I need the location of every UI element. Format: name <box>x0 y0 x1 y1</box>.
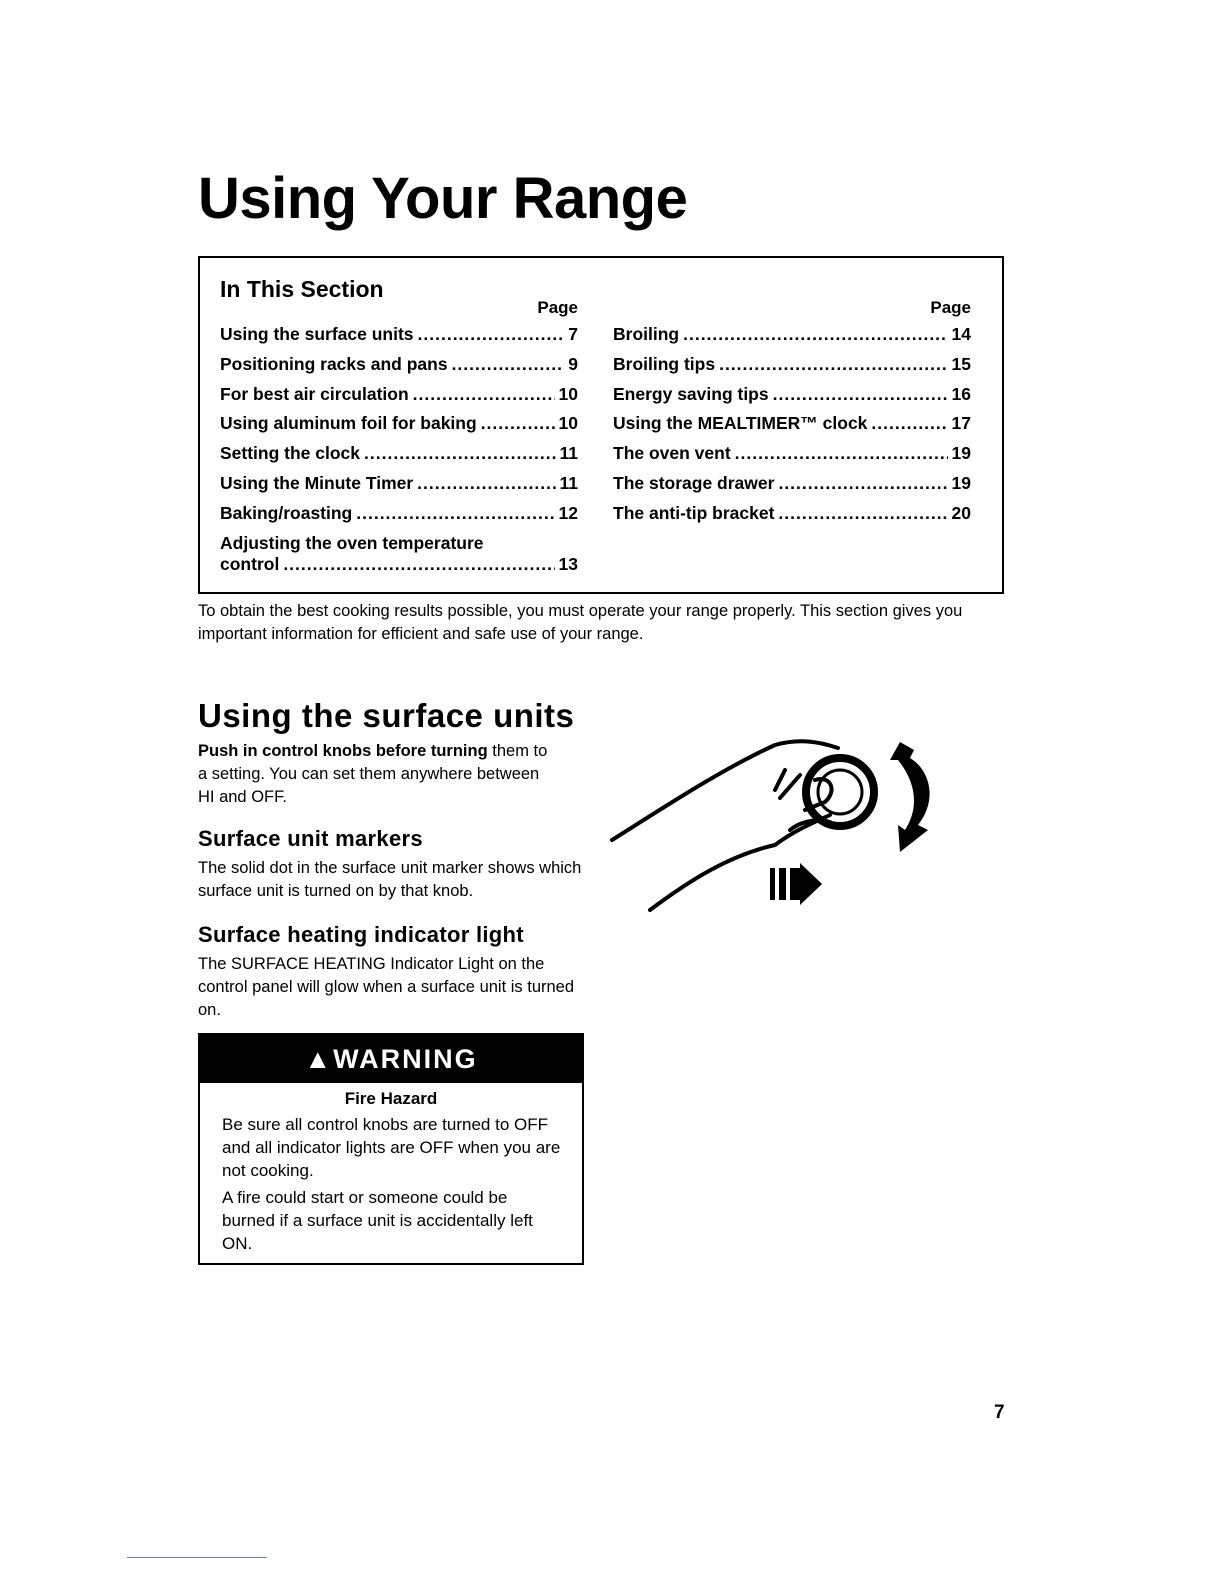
knob-illustration <box>600 730 950 930</box>
toc-item-label: Adjusting the oven temperature <box>220 532 484 553</box>
warning-label: WARNING <box>333 1044 478 1074</box>
dot-leader <box>719 354 947 375</box>
push-knobs-bold: Push in control knobs before turning <box>198 742 488 760</box>
toc-item-page: 15 <box>951 353 971 374</box>
section-contents-box <box>198 256 1004 594</box>
toc-item-page: 12 <box>558 502 578 523</box>
dot-leader <box>364 443 555 464</box>
dot-leader <box>283 554 554 575</box>
toc-item-label: Broiling tips <box>613 353 716 374</box>
toc-item-page: 10 <box>558 413 578 434</box>
toc-item-page: 17 <box>951 413 971 434</box>
toc-item[interactable] <box>220 413 578 443</box>
intro-paragraph: To obtain the best cooking results possible, you must operate your range properly. This section gives you important information for efficient and safe use of your range. <box>198 602 963 643</box>
toc-item[interactable] <box>613 384 971 414</box>
divider <box>127 1557 267 1558</box>
toc-item[interactable] <box>220 473 578 503</box>
toc-item-page: 11 <box>559 472 578 493</box>
warning-triangle-icon: ▲ <box>304 1044 334 1074</box>
dot-leader <box>871 413 947 434</box>
toc-item[interactable] <box>220 443 578 473</box>
toc-item-page: 14 <box>951 324 971 344</box>
toc-item[interactable] <box>613 354 971 384</box>
push-knobs-text: them to a setting. You can set them anywhere between HI and OFF. <box>198 742 548 806</box>
toc-item-page: 9 <box>568 353 578 374</box>
toc-left-column <box>220 298 578 575</box>
warning-box <box>198 1033 584 1265</box>
warning-header <box>200 1035 582 1083</box>
toc-item-label: Using the surface units <box>220 324 414 344</box>
push-knobs-paragraph <box>198 740 558 809</box>
toc-item-label: Energy saving tips <box>613 383 769 404</box>
toc-item[interactable] <box>220 503 578 533</box>
dot-leader <box>773 384 948 405</box>
toc-item-label: Using the MEALTIMER™ clock <box>613 413 868 434</box>
toc-item-page: 19 <box>951 472 971 493</box>
dot-leader <box>735 443 948 464</box>
warning-subtitle: Fire Hazard <box>344 1089 438 1108</box>
toc-item-label: Using aluminum foil for baking <box>220 413 477 434</box>
toc-item-label: Broiling <box>613 324 680 344</box>
toc-heading: In This Section <box>220 276 384 302</box>
toc-item-page: 11 <box>559 443 578 464</box>
toc-item-page: 20 <box>951 502 971 523</box>
toc-item-label: Using the Minute Timer <box>220 472 414 493</box>
dot-leader <box>683 324 947 345</box>
toc-item-page: 13 <box>558 553 578 574</box>
push-arrow-icon <box>770 863 822 905</box>
toc-item[interactable] <box>613 473 971 503</box>
dot-leader <box>778 473 947 494</box>
toc-item[interactable] <box>220 354 578 384</box>
indicator-text: The SURFACE HEATING Indicator Light on the control panel will glow when a surface unit is turned on. <box>198 955 575 1019</box>
toc-item-page: 7 <box>568 324 578 344</box>
toc-item[interactable] <box>613 324 971 354</box>
dot-leader <box>778 503 947 524</box>
toc-item[interactable] <box>613 503 971 533</box>
toc-item-label: Positioning racks and pans <box>220 353 448 374</box>
toc-item-label: Baking/roasting <box>220 502 353 523</box>
toc-item-label: The storage drawer <box>613 472 775 493</box>
dot-leader <box>481 413 555 434</box>
warning-paragraph: Be sure all control knobs are turned to OFF and all indicator lights are OFF when you are not cooking. <box>222 1115 561 1180</box>
section-heading: Using the surface units <box>198 697 575 734</box>
markers-text: The solid dot in the surface unit marker shows which surface unit is turned on by that knob. <box>198 859 582 900</box>
dot-leader <box>417 473 555 494</box>
page-number: 7 <box>994 1402 1005 1423</box>
toc-page-header: Page <box>537 298 578 317</box>
toc-item[interactable] <box>613 443 971 473</box>
toc-item-label: The anti-tip bracket <box>613 502 775 523</box>
toc-item[interactable] <box>220 384 578 414</box>
toc-item[interactable] <box>613 413 971 443</box>
toc-item-label: The oven vent <box>613 443 731 464</box>
dot-leader <box>452 354 565 375</box>
dot-leader <box>413 384 555 405</box>
toc-item-page: 19 <box>951 443 971 464</box>
toc-item-label: For best air circulation <box>220 383 409 404</box>
toc-item-page: 16 <box>951 383 971 404</box>
subheading-indicator: Surface heating indicator light <box>198 922 524 947</box>
toc-item-page: 10 <box>558 383 578 404</box>
toc-item-label: Setting the clock <box>220 443 361 464</box>
warning-paragraph: A fire could start or someone could be burned if a surface unit is accidentally left ON. <box>222 1188 533 1253</box>
toc-item[interactable] <box>220 324 578 354</box>
dot-leader <box>356 503 554 524</box>
dot-leader <box>418 324 565 345</box>
subheading-markers: Surface unit markers <box>198 826 423 851</box>
toc-item-label: control <box>220 553 280 574</box>
page-title: Using Your Range <box>198 166 688 231</box>
toc-page-header: Page <box>930 298 971 317</box>
toc-item[interactable] <box>220 533 578 575</box>
toc-right-column <box>613 298 971 533</box>
rotate-arrow-icon <box>890 742 930 852</box>
